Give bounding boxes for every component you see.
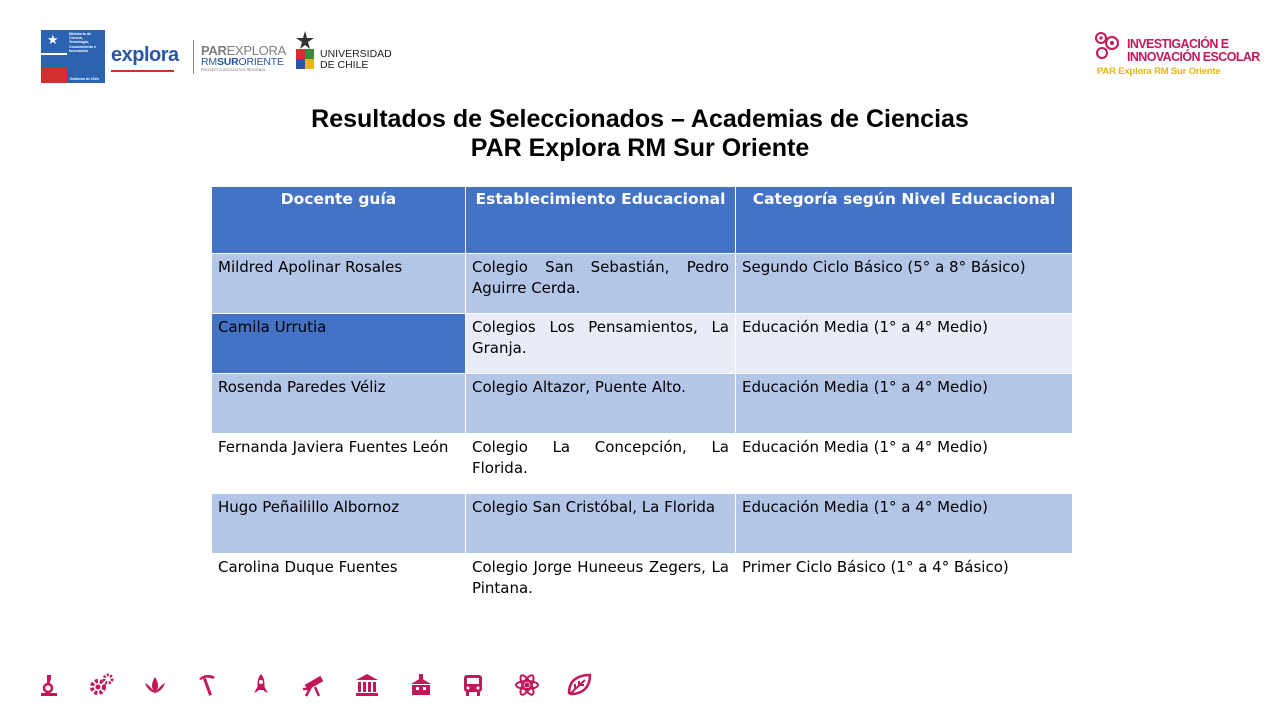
- pickaxe-icon: [193, 671, 221, 699]
- cell-categoria: Educación Media (1° a 4° Medio): [736, 374, 1073, 434]
- cell-categoria: Segundo Ciclo Básico (5° a 8° Básico): [736, 254, 1073, 314]
- cell-establecimiento: Colegio La Concepción, La Florida.: [466, 434, 736, 494]
- museum-icon: [353, 671, 381, 699]
- cell-establecimiento: Colegio Jorge Huneeus Zegers, La Pintana.: [466, 554, 736, 614]
- table-row: [212, 374, 1073, 434]
- ministry-text: Ministerio de Ciencia, Tecnología, Conocimiento e Innovación: [69, 32, 96, 53]
- cell-categoria: Educación Media (1° a 4° Medio): [736, 494, 1073, 554]
- results-table: [211, 186, 1073, 614]
- leaf-icon: [565, 671, 593, 699]
- telescope-icon: [299, 671, 327, 699]
- table-row: [212, 554, 1073, 614]
- cell-docente: Rosenda Paredes Véliz: [212, 374, 466, 434]
- table-row: [212, 254, 1073, 314]
- column-header-categoria: Categoría según Nivel Educacional: [736, 187, 1073, 254]
- gobierno-ministerio-logo: [41, 30, 105, 83]
- atom-icon: [513, 671, 541, 699]
- cell-categoria: Educación Media (1° a 4° Medio): [736, 434, 1073, 494]
- cell-categoria: Educación Media (1° a 4° Medio): [736, 314, 1073, 374]
- star-icon: ★: [47, 32, 59, 47]
- building-icon: [407, 671, 435, 699]
- page-title: Resultados de Seleccionados – Academias de Ciencias: [311, 105, 969, 133]
- table-row: [212, 434, 1073, 494]
- cell-establecimiento: Colegio Altazor, Puente Alto.: [466, 374, 736, 434]
- cell-docente: Carolina Duque Fuentes: [212, 554, 466, 614]
- column-header-establecimiento: Establecimiento Educacional: [466, 187, 736, 254]
- uchile-line2: DE CHILE: [320, 58, 369, 71]
- par-explora-logo: PAREXPLORA RMSURORIENTE PROYECTO ASOCIATIVO REGIONAL: [201, 43, 286, 72]
- table-header-row: [212, 187, 1073, 254]
- gov-text: Gobierno de Chile: [70, 77, 100, 81]
- iie-line2: INNOVACIÓN ESCOLAR: [1127, 50, 1260, 64]
- iie-line3: PAR Explora RM Sur Oriente: [1097, 66, 1221, 77]
- cell-establecimiento: Colegio San Cristóbal, La Florida: [466, 494, 736, 554]
- uchile-line1: UNIVERSIDAD: [320, 48, 392, 60]
- logo-divider: [193, 40, 194, 74]
- page-subtitle: PAR Explora RM Sur Oriente: [470, 134, 810, 162]
- iie-line1: INVESTIGACIÓN E: [1127, 37, 1229, 51]
- table-row: [212, 494, 1073, 554]
- cell-categoria: Primer Ciclo Básico (1° a 4° Básico): [736, 554, 1073, 614]
- rocket-icon: [247, 671, 275, 699]
- uchile-seal-icon: [295, 31, 315, 71]
- cell-docente: Mildred Apolinar Rosales: [212, 254, 466, 314]
- gears-icon: [87, 671, 115, 699]
- bus-icon: [459, 671, 487, 699]
- investigacion-innovacion-logo: [1092, 29, 1260, 79]
- lotus-icon: [141, 671, 169, 699]
- cell-establecimiento: Colegio San Sebastián, Pedro Aguirre Cerda.: [466, 254, 736, 314]
- table-row: [212, 314, 1073, 374]
- flower-cluster-icon: [1092, 29, 1128, 65]
- cell-docente: Hugo Peñailillo Albornoz: [212, 494, 466, 554]
- explora-logo: explora: [111, 44, 179, 67]
- cell-docente: Fernanda Javiera Fuentes León: [212, 434, 466, 494]
- column-header-docente: Docente guía: [212, 187, 466, 254]
- microscope-icon: [35, 671, 63, 699]
- cell-establecimiento: Colegios Los Pensamientos, La Granja.: [466, 314, 736, 374]
- cell-docente: Camila Urrutia: [212, 314, 466, 374]
